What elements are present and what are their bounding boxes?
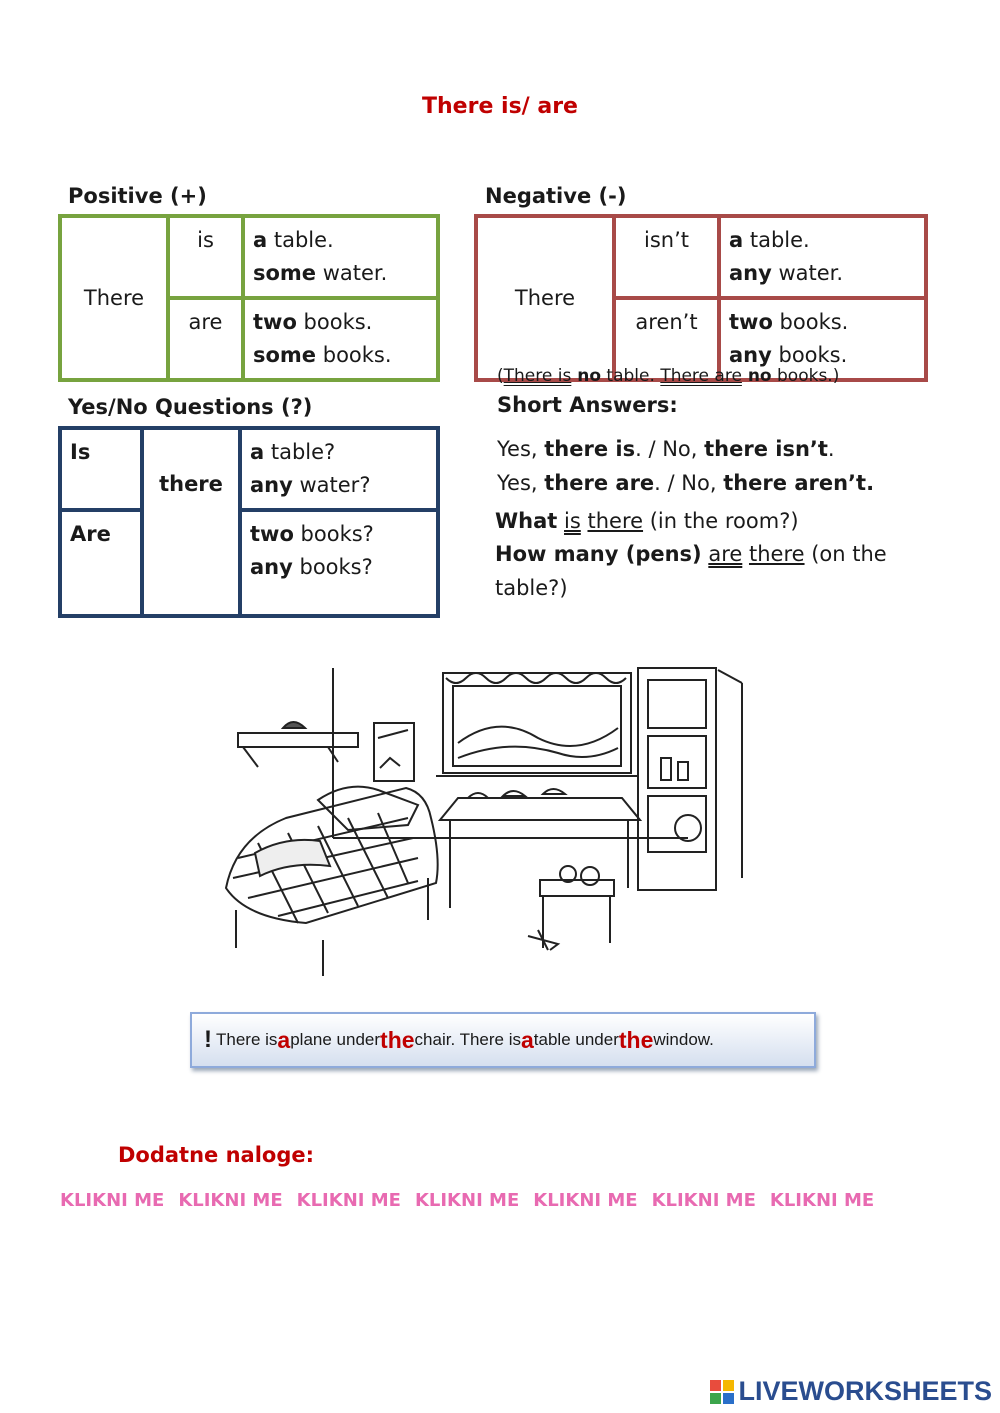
klikni-me-link-2[interactable]: KLIKNI ME: [178, 1190, 283, 1211]
positive-verb-are: are: [168, 298, 243, 380]
negative-cell-1: a table. any water.: [719, 216, 926, 298]
questions-cell-2: two books? any books?: [240, 510, 438, 616]
poster: [374, 723, 414, 781]
logo-text: LIVEWORKSHEETS: [738, 1376, 992, 1406]
negative-cell-2: two books. any books.: [719, 298, 926, 380]
klikni-me-link-3[interactable]: KLIKNI ME: [296, 1190, 401, 1211]
what-question: What is there (in the room?): [495, 509, 799, 533]
klikni-me-link-6[interactable]: KLIKNI ME: [651, 1190, 756, 1211]
negative-subject: There: [476, 216, 614, 380]
positive-verb-is: is: [168, 216, 243, 298]
positive-cell-2: two books. some books.: [243, 298, 438, 380]
extra-tasks-links: [60, 1190, 874, 1211]
extra-tasks-heading: Dodatne naloge:: [118, 1143, 315, 1167]
negative-table: [474, 214, 928, 382]
short-answer-line-1: Yes, there is. / No, there isn’t.: [497, 437, 835, 461]
negative-verb-isnt: isn’t: [614, 216, 719, 298]
questions-heading: Yes/No Questions (?): [68, 395, 313, 419]
positive-cell-1: a table. some water.: [243, 216, 438, 298]
page-title: There is/ are: [422, 94, 578, 119]
liveworksheets-logo[interactable]: [710, 1376, 992, 1407]
klikni-me-link-5[interactable]: KLIKNI ME: [533, 1190, 638, 1211]
positive-subject: There: [60, 216, 168, 380]
negative-heading: Negative (-): [485, 184, 627, 208]
questions-table: [58, 426, 440, 618]
questions-verb-are: Are: [60, 510, 142, 616]
questions-there: there: [142, 428, 240, 616]
positive-heading: Positive (+): [68, 184, 207, 208]
negative-note: (There is no table. There are no books.): [497, 366, 840, 386]
bed: [226, 787, 438, 976]
klikni-me-link-4[interactable]: KLIKNI ME: [414, 1190, 520, 1211]
short-answer-line-2: Yes, there are. / No, there aren’t.: [497, 471, 875, 495]
bedroom-illustration: [218, 648, 778, 980]
chair: [528, 866, 614, 950]
klikni-me-link-7[interactable]: KLIKNI ME: [769, 1190, 875, 1211]
logo-icon: [710, 1380, 734, 1404]
klikni-me-link-1[interactable]: KLIKNI ME: [60, 1190, 165, 1211]
grammar-tip-box: ! There is a plane under the chair. There is a table under the window.: [190, 1012, 816, 1068]
cupboard: [638, 668, 742, 890]
negative-verb-arent: aren’t: [614, 298, 719, 380]
questions-cell-1: a table? any water?: [240, 428, 438, 510]
short-answers-heading: Short Answers:: [497, 393, 678, 417]
questions-verb-is: Is: [60, 428, 142, 510]
wall-shelf: [238, 722, 358, 767]
positive-table: [58, 214, 440, 382]
window: [436, 673, 638, 776]
how-many-question: How many (pens) are there (on the table?): [495, 542, 887, 600]
